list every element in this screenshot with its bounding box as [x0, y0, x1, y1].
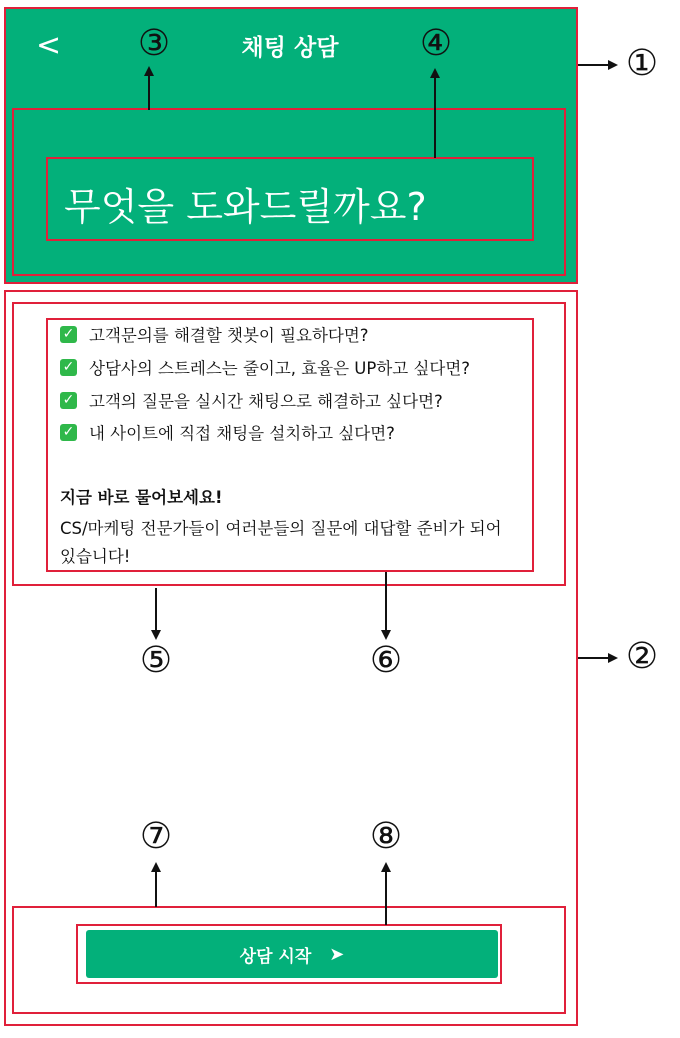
list-item-text: 고객문의를 해결할 챗봇이 필요하다면? — [89, 326, 369, 345]
marker-6: ⑥ — [369, 640, 403, 681]
marker-5: ⑤ — [139, 640, 173, 681]
list-item — [60, 419, 395, 445]
arrow-4-tip — [430, 68, 440, 78]
description-line-1: CS/마케팅 전문가들이 여러분들의 질문에 대답할 준비가 되어 — [60, 519, 502, 538]
marker-2: ② — [625, 636, 659, 677]
arrow-6-tip — [381, 630, 391, 640]
arrow-1-tip — [608, 60, 618, 70]
list-item — [60, 321, 369, 347]
marker-4: ④ — [419, 23, 453, 64]
list-item — [60, 354, 470, 380]
list-item-text: 고객의 질문을 실시간 채팅으로 해결하고 싶다면? — [89, 392, 443, 411]
arrow-8-line — [385, 870, 387, 925]
marker-8: ⑧ — [369, 816, 403, 857]
arrow-1-line — [578, 64, 610, 66]
list-item-text: 상담사의 스트레스는 줄이고, 효율은 UP하고 싶다면? — [89, 359, 471, 378]
send-icon: ➤ — [329, 943, 345, 965]
start-button-label: 상담 시작 — [239, 946, 312, 967]
arrow-6-line — [385, 572, 387, 632]
list-item — [60, 387, 443, 413]
marker-7: ⑦ — [139, 816, 173, 857]
list-item-text: 내 사이트에 직접 채팅을 설치하고 싶다면? — [89, 424, 395, 443]
description-line-2: 있습니다! — [60, 547, 131, 566]
hero-heading: 무엇을 도와드릴까요? — [64, 185, 427, 229]
arrow-2-tip — [608, 653, 618, 663]
cta-heading: 지금 바로 물어보세요! — [60, 488, 223, 507]
page-title: 채팅 상담 — [241, 35, 339, 61]
arrow-4-line — [434, 76, 436, 158]
check-icon: ✓ — [60, 326, 77, 343]
check-icon: ✓ — [60, 392, 77, 409]
start-chat-button[interactable] — [86, 930, 498, 978]
arrow-3-tip — [144, 66, 154, 76]
arrow-3-line — [148, 74, 150, 110]
chevron-left-icon[interactable]: < — [36, 28, 62, 63]
check-icon: ✓ — [60, 359, 77, 376]
check-icon: ✓ — [60, 424, 77, 441]
marker-3: ③ — [137, 23, 171, 64]
arrow-2-line — [578, 657, 610, 659]
arrow-5-line — [155, 588, 157, 632]
arrow-5-tip — [151, 630, 161, 640]
marker-1: ① — [625, 43, 659, 84]
arrow-7-line — [155, 870, 157, 907]
annotation-box-4 — [46, 157, 534, 241]
